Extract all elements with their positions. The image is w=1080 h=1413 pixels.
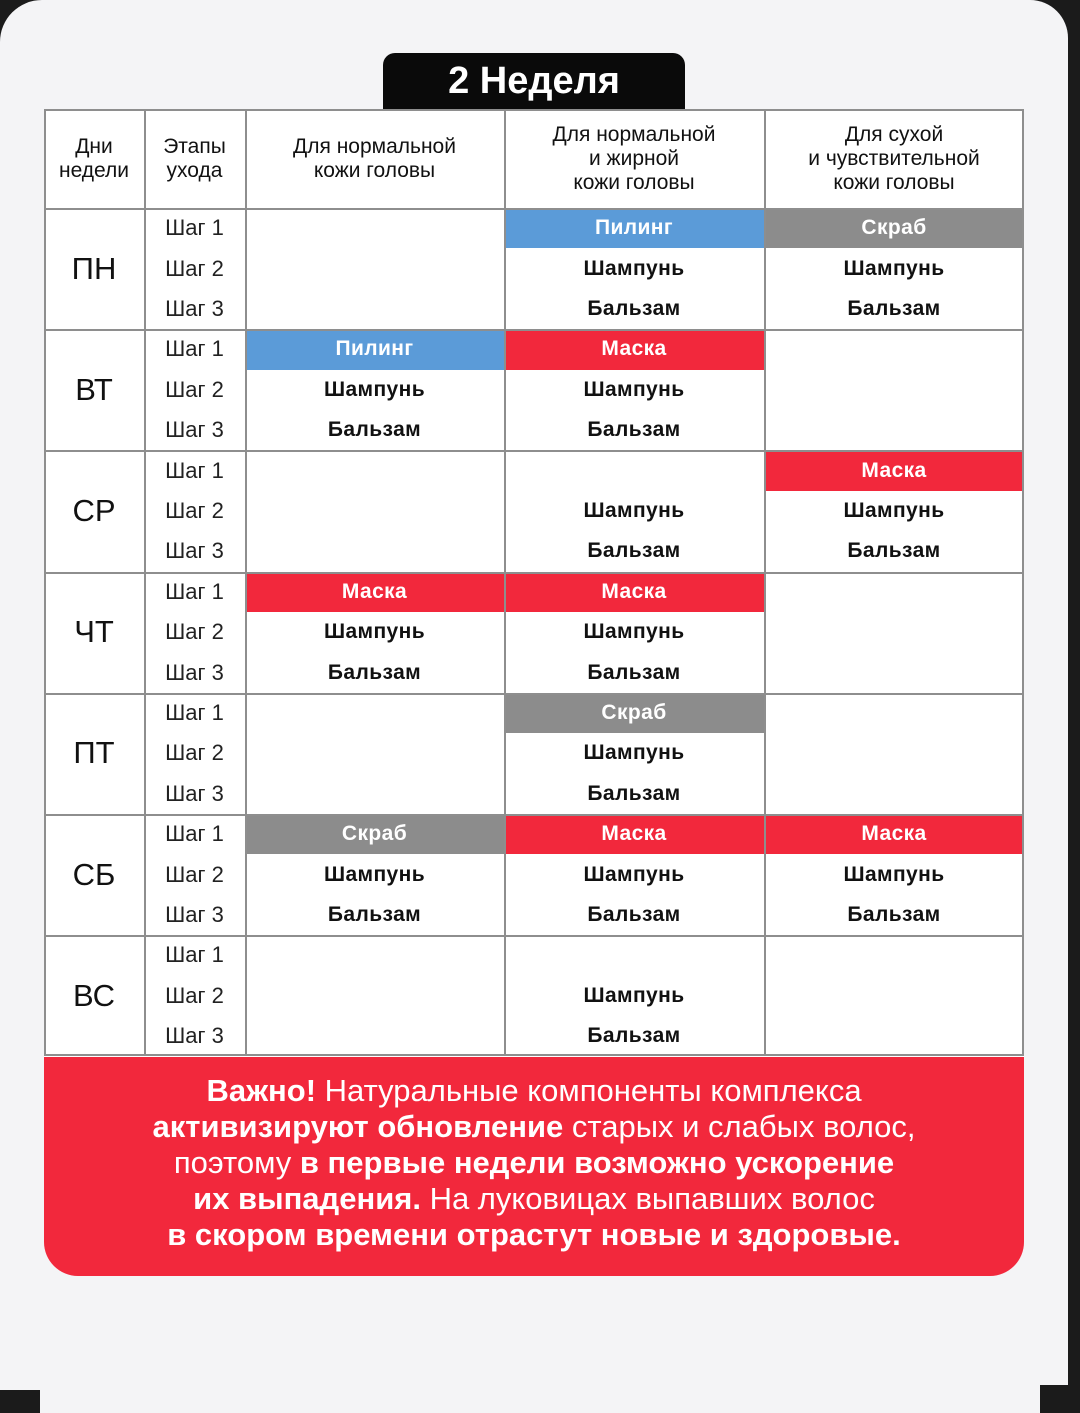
week-title: 2 Неделя: [383, 53, 685, 110]
column-header: Для сухой и чувствительной кожи головы: [808, 122, 980, 194]
procedure-cell: Бальзам: [587, 539, 681, 563]
column-header: Этапы ухода: [163, 134, 226, 182]
column-header: Для нормальной кожи головы: [293, 134, 456, 182]
day-label: ЧТ: [74, 614, 114, 650]
procedure-cell: Шампунь: [323, 862, 426, 886]
note-line: [44, 1109, 1024, 1145]
step-label: Шаг 3: [165, 659, 224, 685]
procedure-cell: Скраб: [764, 208, 1024, 248]
procedure-cell: Бальзам: [587, 296, 681, 320]
procedure-cell: Бальзам: [587, 660, 681, 684]
procedure-cell: Шампунь: [843, 862, 945, 886]
procedure-cell: Шампунь: [583, 620, 685, 644]
grid-line: [44, 109, 46, 1056]
day-label: ПН: [71, 250, 117, 286]
grid-line: [44, 693, 1024, 695]
procedure-cell: Шампунь: [583, 498, 685, 522]
step-label: Шаг 2: [165, 497, 224, 523]
grid-line: [44, 208, 1024, 210]
note-line: [44, 1217, 1024, 1253]
note-text: Натуральные компоненты комплекса: [316, 1073, 862, 1108]
note-text-bold: активизируют обновление: [152, 1109, 564, 1144]
procedure-cell: Шампунь: [583, 983, 685, 1007]
note-line: [44, 1145, 1024, 1181]
grid-line: [44, 109, 1024, 111]
step-label: Шаг 1: [165, 336, 224, 362]
procedure-cell: Маска: [504, 572, 764, 612]
procedure-cell: Бальзам: [587, 781, 681, 805]
schedule-table: [44, 109, 1024, 1057]
procedure-cell: Маска: [504, 814, 764, 854]
important-note: [44, 1057, 1024, 1276]
grid-line: [44, 329, 1024, 331]
step-label: Шаг 2: [165, 861, 224, 887]
step-label: Шаг 3: [165, 417, 224, 443]
grid-line: [144, 109, 146, 1056]
procedure-cell: Маска: [764, 450, 1024, 490]
grid-line: [44, 814, 1024, 816]
procedure-cell: Шампунь: [583, 862, 685, 886]
day-label: ПТ: [73, 735, 115, 771]
procedure-cell: Бальзам: [587, 1024, 681, 1048]
column-header: Для нормальной и жирной кожи головы: [552, 122, 716, 194]
step-label: Шаг 1: [165, 578, 224, 604]
day-label: ВС: [72, 977, 116, 1013]
procedure-cell: Бальзам: [847, 539, 941, 563]
grid-line: [44, 935, 1024, 937]
procedure-cell: Бальзам: [587, 418, 681, 442]
step-label: Шаг 3: [165, 538, 224, 564]
screen-corner: [1040, 1385, 1080, 1413]
note-text-bold: Важно!: [206, 1073, 317, 1108]
procedure-cell: Бальзам: [847, 296, 941, 320]
column-header: Дни недели: [58, 134, 130, 182]
step-label: Шаг 2: [165, 982, 224, 1008]
procedure-cell: Скраб: [245, 814, 504, 854]
procedure-cell: Шампунь: [583, 377, 685, 401]
step-label: Шаг 1: [165, 821, 224, 847]
grid-line: [764, 109, 766, 1056]
procedure-cell: Бальзам: [847, 902, 941, 926]
procedure-cell: Шампунь: [323, 620, 426, 644]
procedure-cell: Скраб: [504, 693, 764, 733]
procedure-cell: Пилинг: [245, 329, 504, 369]
procedure-cell: Шампунь: [583, 256, 685, 280]
day-label: ВТ: [75, 371, 113, 407]
step-label: Шаг 3: [165, 295, 224, 321]
procedure-cell: Шампунь: [323, 377, 426, 401]
procedure-cell: Пилинг: [504, 208, 764, 248]
grid-line: [44, 450, 1024, 452]
step-label: Шаг 2: [165, 376, 224, 402]
procedure-cell: Маска: [245, 572, 504, 612]
note-text-bold: в первые недели возможно ускорение: [299, 1145, 895, 1180]
procedure-cell: Бальзам: [327, 660, 422, 684]
procedure-cell: Маска: [504, 329, 764, 369]
day-label: СБ: [72, 856, 116, 892]
step-label: Шаг 1: [165, 457, 224, 483]
procedure-cell: Бальзам: [327, 418, 422, 442]
procedure-cell: Шампунь: [843, 256, 945, 280]
note-text-bold: в скором времени отрастут новые и здоровые.: [167, 1217, 901, 1252]
step-label: Шаг 3: [165, 1023, 224, 1049]
step-label: Шаг 3: [165, 780, 224, 806]
grid-line: [44, 572, 1024, 574]
step-label: Шаг 1: [165, 699, 224, 725]
procedure-cell: Бальзам: [587, 902, 681, 926]
step-label: Шаг 2: [165, 740, 224, 766]
procedure-cell: Шампунь: [843, 498, 945, 522]
step-label: Шаг 2: [165, 255, 224, 281]
grid-line: [1022, 109, 1024, 1056]
note-text: старых и слабых волос,: [563, 1109, 916, 1144]
note-line: [44, 1181, 1024, 1217]
note-text: На луковицах выпавших волос: [420, 1181, 875, 1216]
step-label: Шаг 1: [165, 215, 224, 241]
screen-corner: [0, 1390, 40, 1413]
grid-line: [504, 109, 506, 1056]
note-line: [44, 1073, 1024, 1109]
day-label: СР: [72, 492, 116, 528]
note-text-bold: их выпадения.: [193, 1181, 421, 1216]
step-label: Шаг 3: [165, 901, 224, 927]
grid-line: [245, 109, 247, 1056]
procedure-cell: Маска: [764, 814, 1024, 854]
procedure-cell: Бальзам: [327, 902, 422, 926]
step-label: Шаг 1: [165, 942, 224, 968]
procedure-cell: Шампунь: [583, 741, 685, 765]
note-text: поэтому: [173, 1145, 300, 1180]
step-label: Шаг 2: [165, 619, 224, 645]
